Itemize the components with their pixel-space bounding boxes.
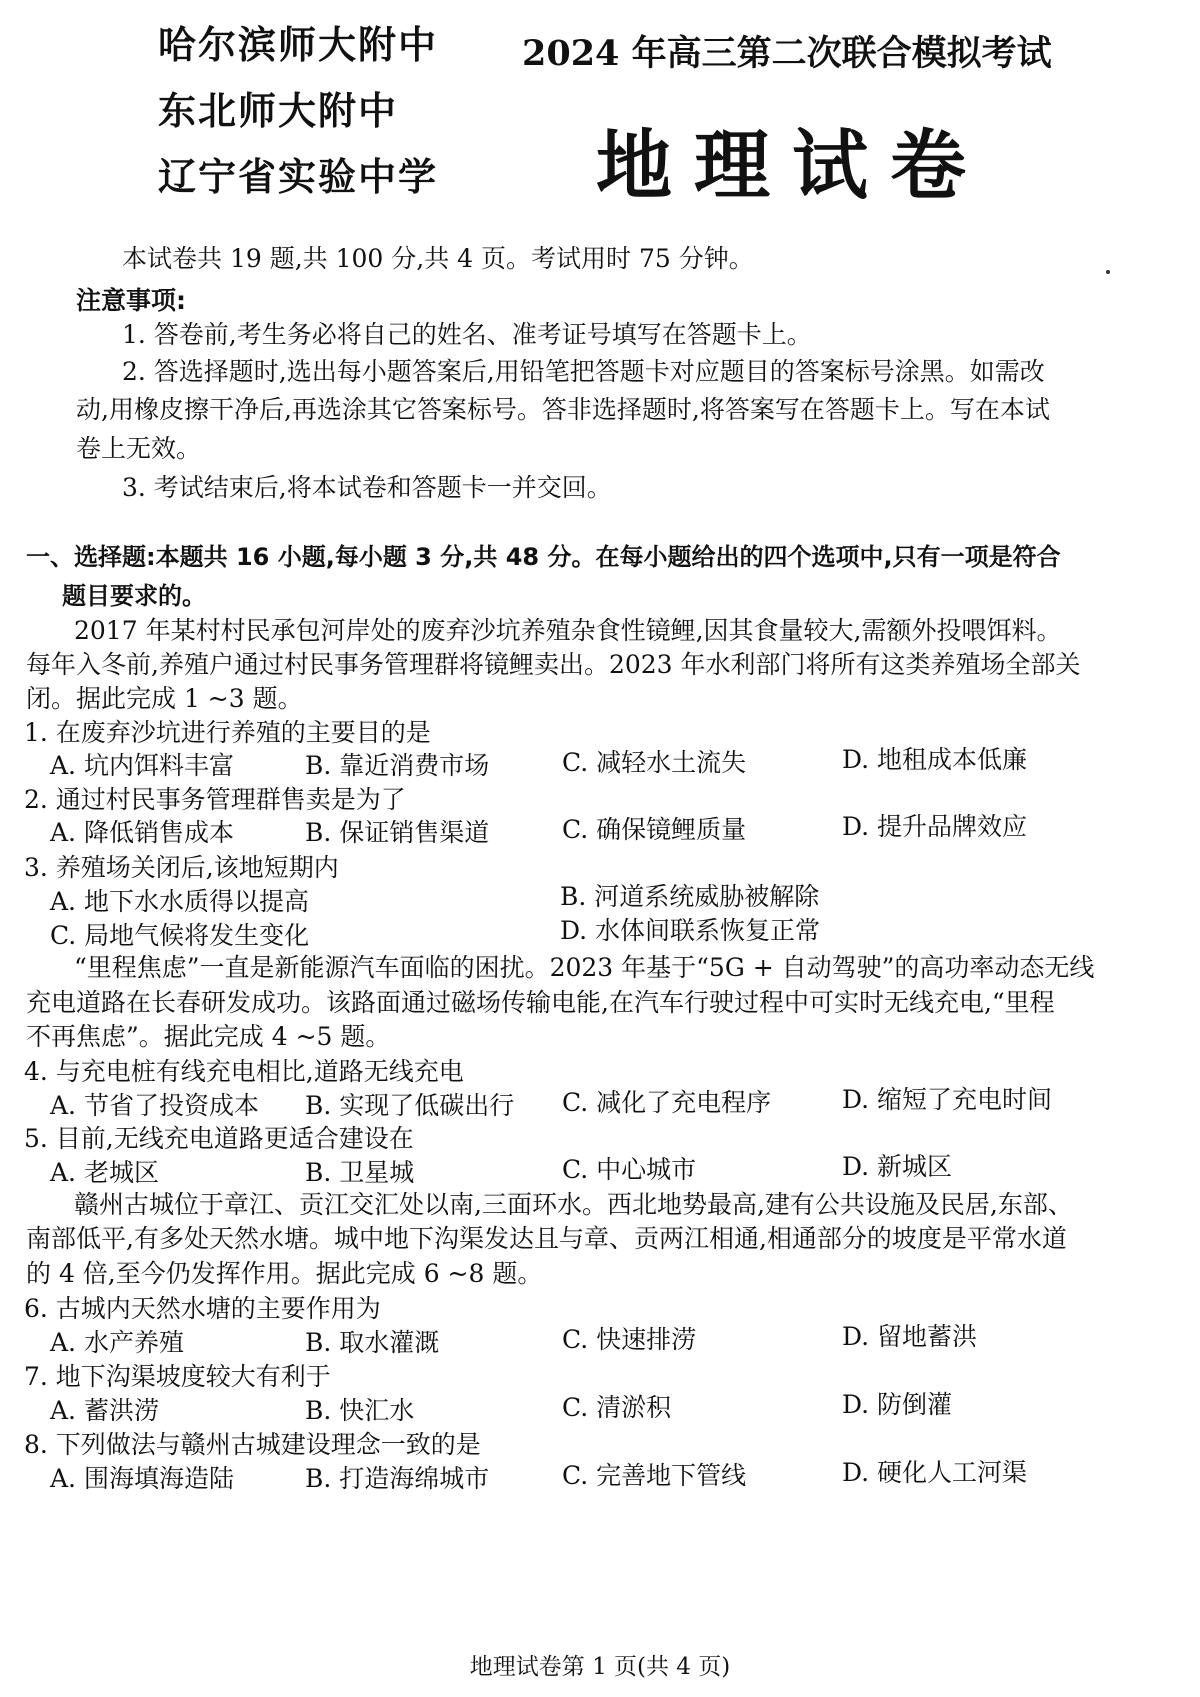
passage-line: “里程焦虑”一直是新能源汽车面临的困扰。2023 年基于“5G + 自动驾驶”的高功率动态无线	[74, 953, 1095, 982]
passage-line: 充电道路在长春研发成功。该路面通过磁场传输电能,在汽车行驶过程中可实时无线充电,“里程	[26, 988, 1055, 1017]
question-stem: 8. 下列做法与赣州古城建设理念一致的是	[24, 1430, 481, 1459]
question-stem: 5. 目前,无线充电道路更适合建设在	[24, 1124, 414, 1153]
passage-line: 赣州古城位于章江、贡江交汇处以南,三面环水。西北地势最高,建有公共设施及民居,东部、	[74, 1190, 1073, 1219]
exam-title: 2024 年高三第二次联合模拟考试	[522, 33, 1052, 74]
option-b: B. 河道系统威胁被解除	[560, 882, 820, 911]
passage-line: 不再焦虑”。据此完成 4 ~5 题。	[26, 1022, 391, 1051]
notice-item: 动,用橡皮擦干净后,再选涂其它答案标号。答非选择题时,将答案写在答题卡上。写在本试	[76, 395, 1050, 424]
question-stem: 1. 在废弃沙坑进行养殖的主要目的是	[24, 718, 431, 747]
option-d: D. 地租成本低廉	[842, 745, 1028, 774]
option-c: C. 确保镜鲤质量	[562, 815, 747, 844]
option-b: B. 打造海绵城市	[305, 1464, 490, 1493]
school-name: 哈尔滨师大附中	[158, 23, 439, 67]
option-d: D. 硬化人工河渠	[842, 1458, 1028, 1487]
passage-line: 2017 年某村村民承包河岸处的废弃沙坑养殖杂食性镜鲤,因其食量较大,需额外投喂饵料。	[74, 616, 1062, 645]
option-d: D. 留地蓄洪	[842, 1322, 978, 1351]
option-a: A. 水产养殖	[50, 1328, 184, 1357]
school-name: 东北师大附中	[158, 89, 399, 133]
school-list	[158, 23, 458, 224]
passage-line: 的 4 倍,至今仍发挥作用。据此完成 6 ~8 题。	[26, 1259, 543, 1288]
option-c: C. 局地气候将发生变化	[50, 921, 310, 950]
question-stem: 3. 养殖场关闭后,该地短期内	[24, 853, 339, 882]
section-heading: 一、选择题:本题共 16 小题,每小题 3 分,共 48 分。在每小题给出的四个选项中,只有一项是符合	[26, 543, 1061, 571]
option-d: D. 新城区	[842, 1152, 953, 1181]
subject-title: 地理试卷	[596, 121, 988, 210]
notice-item: 卷上无效。	[76, 434, 202, 463]
question-stem: 7. 地下沟渠坡度较大有利于	[24, 1362, 331, 1391]
page-footer: 地理试卷第 1 页(共 4 页)	[469, 1654, 731, 1680]
option-c: C. 减化了充电程序	[562, 1088, 772, 1117]
option-d: D. 提升品牌效应	[842, 812, 1028, 841]
option-c: C. 快速排涝	[562, 1325, 697, 1354]
option-a: A. 降低销售成本	[50, 818, 234, 847]
option-a: A. 围海填海造陆	[50, 1464, 234, 1493]
notice-item: 2. 答选择题时,选出每小题答案后,用铅笔把答题卡对应题目的答案标号涂黑。如需改	[122, 357, 1045, 386]
school-name: 辽宁省实验中学	[158, 155, 439, 199]
section-heading: 题目要求的。	[62, 582, 206, 610]
option-c: C. 清淤积	[562, 1393, 672, 1422]
option-b: B. 快汇水	[305, 1396, 415, 1425]
option-b: B. 靠近消费市场	[305, 751, 490, 780]
passage-line: 南部低平,有多处天然水塘。城中地下沟渠发达且与章、贡两江相通,相通部分的坡度是平常水道	[26, 1224, 1067, 1253]
option-c: C. 减轻水土流失	[562, 748, 747, 777]
question-stem: 2. 通过村民事务管理群售卖是为了	[24, 785, 406, 814]
option-a: A. 地下水水质得以提高	[50, 887, 309, 916]
option-c: C. 中心城市	[562, 1155, 697, 1184]
option-a: A. 坑内饵料丰富	[50, 751, 234, 780]
option-d: D. 水体间联系恢复正常	[560, 916, 821, 945]
option-a: A. 蓄洪涝	[50, 1396, 159, 1425]
notice-item: 3. 考试结束后,将本试卷和答题卡一并交回。	[122, 473, 612, 502]
notice-item: 1. 答卷前,考生务必将自己的姓名、准考证号填写在答题卡上。	[122, 320, 812, 349]
question-stem: 6. 古城内天然水塘的主要作用为	[24, 1294, 381, 1323]
question-stem: 4. 与充电桩有线充电相比,道路无线充电	[24, 1057, 464, 1086]
option-b: B. 卫星城	[305, 1158, 415, 1187]
option-c: C. 完善地下管线	[562, 1461, 747, 1490]
option-a: A. 老城区	[50, 1158, 159, 1187]
option-d: D. 缩短了充电时间	[842, 1085, 1053, 1114]
option-a: A. 节省了投资成本	[50, 1091, 259, 1120]
passage-line: 每年入冬前,养殖户通过村民事务管理群将镜鲤卖出。2023 年水利部门将所有这类养殖场全部关	[26, 650, 1081, 679]
passage-line: 闭。据此完成 1 ~3 题。	[26, 684, 303, 713]
option-d: D. 防倒灌	[842, 1390, 953, 1419]
option-b: B. 保证销售渠道	[305, 818, 490, 847]
option-b: B. 取水灌溉	[305, 1328, 440, 1357]
notice-heading: 注意事项:	[76, 286, 186, 315]
scan-mark	[1106, 270, 1110, 274]
exam-summary: 本试卷共 19 题,共 100 分,共 4 页。考试用时 75 分钟。	[122, 244, 754, 273]
option-b: B. 实现了低碳出行	[305, 1091, 515, 1120]
